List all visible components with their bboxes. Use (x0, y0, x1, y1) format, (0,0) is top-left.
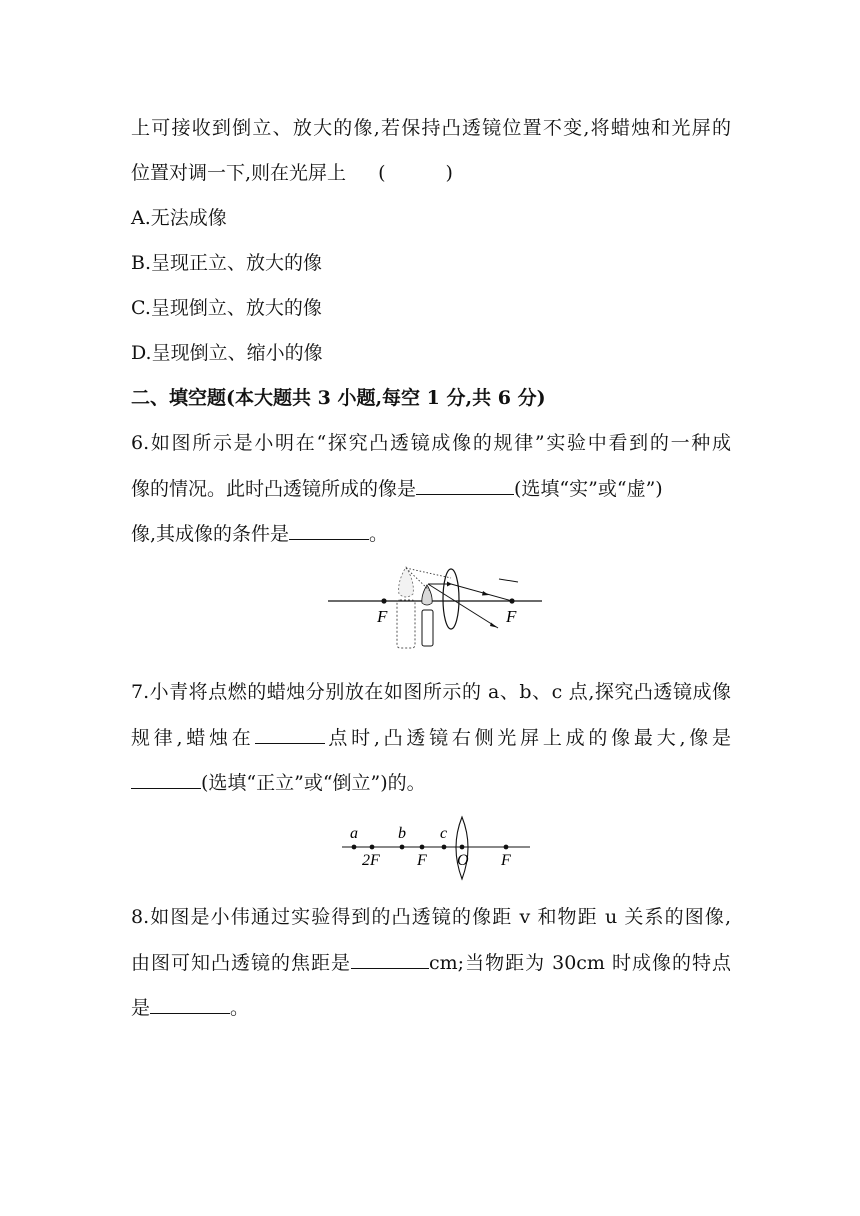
virtual-image-flame (399, 567, 414, 597)
q5-option-b: B.呈现正立、放大的像 (131, 252, 323, 274)
left-focus-label: F (377, 607, 388, 626)
candle-lens-figure (320, 562, 550, 656)
q7-blank-1[interactable] (255, 725, 325, 744)
left-focus-point (381, 598, 386, 603)
q6-line-1: 6.如图所示是小明在“探究凸透镜成像的规律”实验中看到的一种成 (131, 432, 731, 454)
q7-line-3 (131, 770, 731, 795)
q6-line-3 (131, 521, 731, 546)
right-focus-point (509, 598, 514, 603)
label-f-left: F (417, 852, 427, 869)
label-2f: 2F (362, 852, 380, 869)
q6-text-b: (选填“实”或“虚”) (514, 478, 663, 500)
q6-blank-2[interactable] (289, 521, 369, 540)
point-c (442, 845, 447, 850)
q8-line-2 (131, 950, 731, 975)
point-b (400, 845, 405, 850)
q5-continuation-line-2 (131, 161, 731, 185)
label-f-right: F (501, 852, 511, 869)
q5-paren-close: ) (445, 162, 453, 184)
point-f-left (420, 845, 425, 850)
point-o (460, 845, 465, 850)
q7-text-a: 规律,蜡烛在 (131, 727, 255, 749)
q8-text-d: 。 (230, 997, 250, 1019)
q6-text-d: 。 (369, 523, 389, 545)
right-focus-label: F (506, 607, 517, 626)
q5-option-a: A.无法成像 (131, 207, 227, 229)
point-2f (370, 845, 375, 850)
label-o: O (457, 852, 469, 869)
q7-line-1: 7.小青将点燃的蜡烛分别放在如图所示的 a、b、c 点,探究凸透镜成像 (131, 681, 731, 703)
q6-blank-1[interactable] (416, 476, 514, 495)
label-a: a (350, 825, 358, 842)
virtual-image-candle (397, 600, 415, 648)
q7-line-2 (131, 725, 731, 750)
q8-blank-2[interactable] (150, 995, 230, 1014)
point-a (352, 845, 357, 850)
q8-text-b: cm;当物距为 30cm 时成像的特点 (429, 952, 731, 974)
q8-line-3 (131, 995, 731, 1020)
q7-blank-2[interactable] (131, 770, 201, 789)
q8-text-c: 是 (131, 997, 151, 1019)
point-f-right (504, 845, 509, 850)
q8-blank-1[interactable] (351, 950, 429, 969)
q5-paren-open: ( (378, 162, 386, 184)
q6-text-a: 像的情况。此时凸透镜所成的像是 (131, 478, 417, 500)
q6-line-2 (131, 476, 731, 501)
q7-text-c: (选填“正立”或“倒立”)的。 (201, 772, 426, 794)
label-b: b (398, 825, 406, 842)
q8-line-1: 8.如图是小伟通过实验得到的凸透镜的像距 v 和物距 u 关系的图像, (131, 906, 731, 928)
label-c: c (440, 825, 448, 842)
q7-text-b: 点时,凸透镜右侧光屏上成的像最大,像是 (324, 727, 731, 749)
q5-continuation-line-1: 上可接收到倒立、放大的像,若保持凸透镜位置不变,将蜡烛和光屏的 (131, 117, 731, 139)
q6-text-c: 像,其成像的条件是 (131, 523, 290, 545)
q5-option-d: D.呈现倒立、缩小的像 (131, 342, 323, 364)
q8-text-a: 由图可知凸透镜的焦距是 (131, 952, 352, 974)
lens-points-figure (336, 812, 536, 882)
section-heading: 二、填空题(本大题共 3 小题,每空 1 分,共 6 分) (131, 387, 546, 409)
q5-text: 位置对调一下,则在光屏上 (131, 162, 347, 184)
candle (422, 610, 433, 646)
q5-option-c: C.呈现倒立、放大的像 (131, 297, 322, 319)
